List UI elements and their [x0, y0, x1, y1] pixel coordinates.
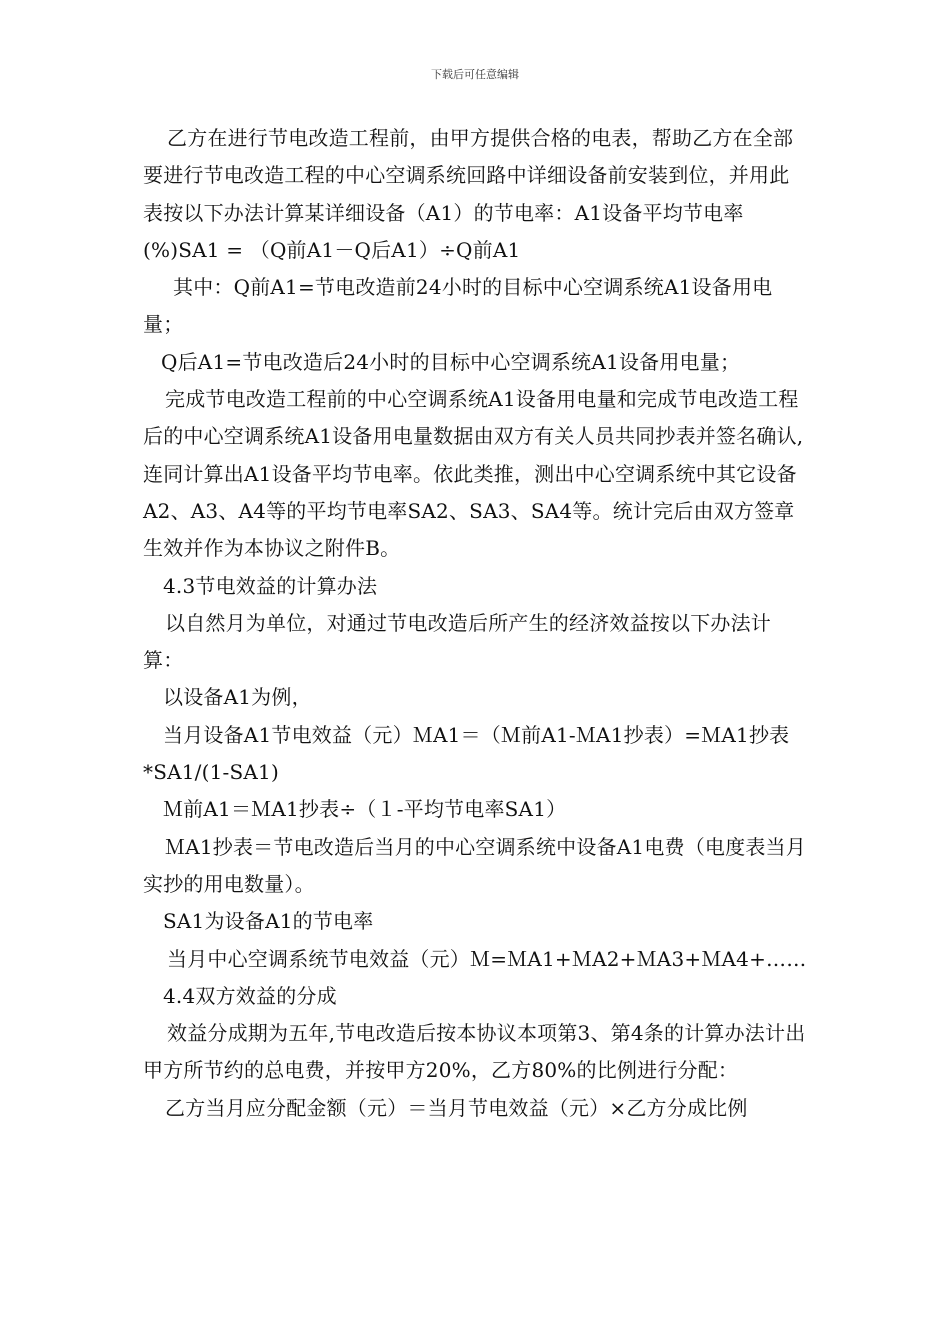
paragraph-15: 乙方当月应分配金额（元）＝当月节电效益（元）×乙方分成比例	[165, 1095, 748, 1120]
document-body	[143, 120, 809, 1127]
paragraph-1: 乙方在进行节电改造工程前，由甲方提供合格的电表，帮助乙方在全部要进行节电改造工程的中心空调系统回路中详细设备前安装到位，并用此表按以下办法计算某详细设备（A1）的节电率：A1设备平均节电率(%)SA1 = （Q前A1－Q后A1）÷Q前A1	[143, 126, 794, 262]
paragraph-10: ＭA1抄表＝节电改造后当月的中心空调系统中设备A1电费（电度表当月实抄的用电数量）。	[143, 834, 806, 896]
formula-line-2: Ｍ前A1＝ＭA1抄表÷（１-平均节电率SA1）	[163, 797, 567, 822]
paragraph-6: 以自然月为单位，对通过节电改造后所产生的经济效益按以下办法计算：	[143, 610, 771, 673]
paragraph-2: 其中：Q前A1=节电改造前24小时的目标中心空调系统A1设备用电量；	[143, 275, 773, 337]
paragraph-4: 完成节电改造工程前的中心空调系统A1设备用电量和完成节电改造工程后的中心空调系统A1设备用电量数据由双方有关人员共同抄表并签名确认,连同计算出A1设备平均节电率。依此类推，测出中心空调系统中其它设备A2、A3、A4等的平均节电率SA2、SA3、SA4等。统计完后由双方签章生效并作为本协议之附件B。	[143, 387, 804, 561]
paragraph-3: Q后A1=节电改造后24小时的目标中心空调系统A1设备用电量；	[161, 349, 741, 374]
formula-line-3: 当月中心空调系统节电效益（元）Ｍ=ＭA1+ＭA2+ＭA3+ＭA4+……	[167, 946, 807, 971]
paragraph-11: SA1为设备A1的节电率	[163, 909, 374, 934]
formula-line-1: 当月设备A1节电效益（元）ＭA1＝（Ｍ前A1-ＭA1抄表）=ＭA1抄表*SA1/(1-SA1)	[143, 722, 790, 785]
paragraph-7: 以设备A1为例，	[163, 685, 312, 710]
paragraph-14: 效益分成期为五年,节电改造后按本协议本项第3、第4条的计算办法计出甲方所节约的总电费，并按甲方20%，乙方80%的比例进行分配：	[143, 1021, 806, 1083]
section-heading-4-4: 4.4双方效益的分成	[163, 983, 337, 1008]
section-heading-4-3: 4.3节电效益的计算办法	[163, 573, 378, 598]
page-header: 下载后可任意编辑	[431, 68, 519, 81]
